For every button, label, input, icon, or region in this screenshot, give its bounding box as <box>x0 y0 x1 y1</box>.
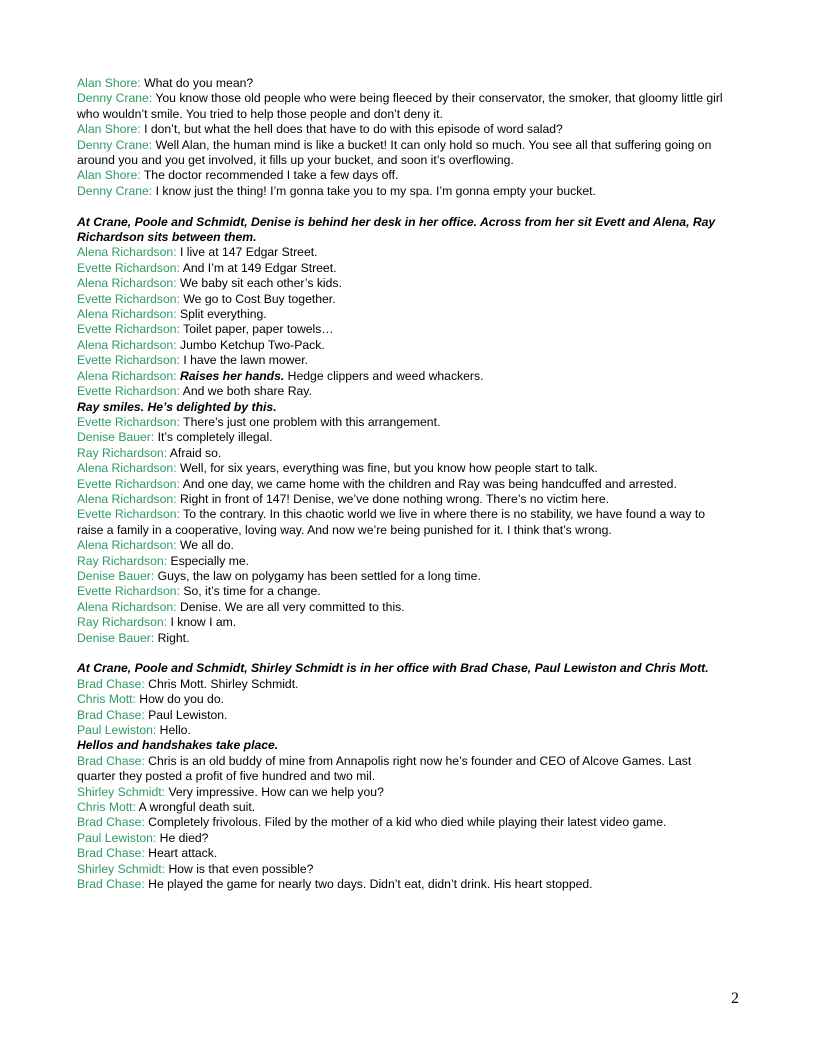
speaker-name: Brad Chase: <box>77 877 145 892</box>
dialogue-line <box>77 322 727 337</box>
speaker-name: Denise Bauer: <box>77 430 155 445</box>
dialogue-text: Split everything. <box>176 307 267 322</box>
dialogue-text: Paul Lewiston. <box>144 707 228 722</box>
stage-direction: Hellos and handshakes take place. <box>77 738 279 753</box>
dialogue-line <box>77 276 727 291</box>
speaker-name: Brad Chase: <box>77 846 145 861</box>
dialogue-line <box>77 815 727 830</box>
speaker-name: Brad Chase: <box>77 676 145 691</box>
dialogue-text: How do you do. <box>135 692 224 707</box>
dialogue-line <box>77 91 727 122</box>
dialogue-line <box>77 831 727 846</box>
speaker-name: Denise Bauer: <box>77 630 155 645</box>
dialogue-line <box>77 692 727 707</box>
dialogue-text: We baby sit each other’s kids. <box>176 276 342 291</box>
speaker-name: Shirley Schmidt: <box>77 784 166 799</box>
speaker-name: Evette Richardson: <box>77 291 180 306</box>
speaker-name: Chris Mott: <box>77 800 136 815</box>
speaker-name: Evette Richardson: <box>77 384 180 399</box>
speaker-name: Alena Richardson: <box>77 337 177 352</box>
speaker-name: Evette Richardson: <box>77 353 180 368</box>
dialogue-line <box>77 168 727 183</box>
speaker-name: Paul Lewiston: <box>77 830 157 845</box>
dialogue-line <box>77 338 727 353</box>
dialogue-line <box>77 492 727 507</box>
dialogue-line <box>77 446 727 461</box>
dialogue-line <box>77 184 727 199</box>
speaker-name: Alena Richardson: <box>77 599 177 614</box>
dialogue-text: Right in front of 147! Denise, we’ve done nothing wrong. There’s no victim here. <box>176 491 610 506</box>
dialogue-text: Hedge clippers and weed whackers. <box>284 368 484 383</box>
dialogue-text: Afraid so. <box>167 445 222 460</box>
dialogue-line <box>77 862 727 877</box>
speaker-name: Alena Richardson: <box>77 307 177 322</box>
dialogue-text: I live at 147 Edgar Street. <box>176 245 318 260</box>
dialogue-line <box>77 554 727 569</box>
speaker-name: Brad Chase: <box>77 753 145 768</box>
dialogue-line <box>77 846 727 861</box>
dialogue-text: I don’t, but what the hell does that have to do with this episode of word salad? <box>140 122 563 137</box>
dialogue-line <box>77 538 727 553</box>
dialogue-text: So, it’s time for a change. <box>179 584 321 599</box>
dialogue-text: He died? <box>156 830 209 845</box>
speaker-name: Alena Richardson: <box>77 368 177 383</box>
dialogue-text: The doctor recommended I take a few days off. <box>140 168 399 183</box>
dialogue-line <box>77 461 727 476</box>
dialogue-text: We all do. <box>176 538 234 553</box>
section-spacer <box>77 646 727 661</box>
speaker-name: Alena Richardson: <box>77 245 177 260</box>
dialogue-text: Completely frivolous. Filed by the mother of a kid who died while playing their latest video game. <box>144 815 667 830</box>
dialogue-line <box>77 353 727 368</box>
dialogue-text: We go to Cost Buy together. <box>179 291 336 306</box>
dialogue-line <box>77 76 727 91</box>
inline-direction: Raises her hands. <box>176 368 285 383</box>
speaker-name: Alena Richardson: <box>77 538 177 553</box>
dialogue-text: It’s completely illegal. <box>154 430 273 445</box>
speaker-name: Evette Richardson: <box>77 260 180 275</box>
dialogue-text: Well Alan, the human mind is like a bucket! It can only hold so much. You see all that suffering going on around you and you get involved, it fills up your bucket, and soon it’s overflowing. <box>77 137 712 168</box>
speaker-name: Ray Richardson: <box>77 553 168 568</box>
script-body <box>77 76 727 893</box>
dialogue-text: I have the lawn mower. <box>179 353 309 368</box>
dialogue-text: Toilet paper, paper towels… <box>179 322 334 337</box>
stage-direction: At Crane, Poole and Schmidt, Shirley Schmidt is in her office with Brad Chase, Paul Lewiston and Chris Mott. <box>77 661 709 676</box>
dialogue-text: And we both share Ray. <box>179 384 312 399</box>
dialogue-text: There’s just one problem with this arrangement. <box>179 414 441 429</box>
dialogue-line <box>77 584 727 599</box>
speaker-name: Shirley Schmidt: <box>77 861 166 876</box>
speaker-name: Denise Bauer: <box>77 568 155 583</box>
dialogue-text: And one day, we came home with the children and Ray was being handcuffed and arrested. <box>179 476 677 491</box>
dialogue-text: Very impressive. How can we help you? <box>165 784 384 799</box>
speaker-name: Paul Lewiston: <box>77 723 157 738</box>
speaker-name: Denny Crane: <box>77 137 153 152</box>
dialogue-line <box>77 754 727 785</box>
dialogue-text: A wrongful death suit. <box>135 800 256 815</box>
dialogue-text: Especially me. <box>167 553 250 568</box>
section-spacer <box>77 199 727 214</box>
dialogue-text: Denise. We are all very committed to this. <box>176 599 405 614</box>
dialogue-line <box>77 507 727 538</box>
stage-direction: Ray smiles. He’s delighted by this. <box>77 399 277 414</box>
dialogue-line <box>77 600 727 615</box>
dialogue-text: Guys, the law on polygamy has been settled for a long time. <box>154 568 481 583</box>
dialogue-text: What do you mean? <box>140 76 254 90</box>
speaker-name: Evette Richardson: <box>77 414 180 429</box>
speaker-name: Alena Richardson: <box>77 276 177 291</box>
dialogue-line <box>77 415 727 430</box>
speaker-name: Brad Chase: <box>77 707 145 722</box>
speaker-name: Evette Richardson: <box>77 584 180 599</box>
dialogue-text: Heart attack. <box>144 846 218 861</box>
dialogue-line <box>77 369 727 384</box>
dialogue-line <box>77 245 727 260</box>
dialogue-text: Well, for six years, everything was fine, but you know how people start to talk. <box>176 461 598 476</box>
dialogue-line <box>77 785 727 800</box>
speaker-name: Denny Crane: <box>77 183 153 198</box>
dialogue-text: You know those old people who were being fleeced by their conservator, the smoker, that gloomy little girl who wouldn’t smile. You tried to help those people and don’t deny it. <box>77 91 723 121</box>
speaker-name: Evette Richardson: <box>77 507 180 522</box>
speaker-name: Alena Richardson: <box>77 461 177 476</box>
speaker-name: Alan Shore: <box>77 168 141 183</box>
dialogue-text: I know just the thing! I’m gonna take you to my spa. I’m gonna empty your bucket. <box>152 183 596 198</box>
dialogue-text: To the contrary. In this chaotic world we live in where there is no stability, we have found a way to raise a family in a cooperative, loving way. And now we’re being punished for it. I think that’s wrong. <box>77 507 705 537</box>
dialogue-text: Chris Mott. Shirley Schmidt. <box>144 676 299 691</box>
speaker-name: Alan Shore: <box>77 76 141 90</box>
dialogue-line <box>77 477 727 492</box>
dialogue-line <box>77 800 727 815</box>
speaker-name: Brad Chase: <box>77 815 145 830</box>
speaker-name: Denny Crane: <box>77 91 153 106</box>
page-number: 2 <box>731 990 739 1007</box>
speaker-name: Ray Richardson: <box>77 445 168 460</box>
dialogue-text: Right. <box>154 630 190 645</box>
dialogue-text: Chris is an old buddy of mine from Annapolis right now he’s founder and CEO of Alcove Games. Last quarter they posted a profit of five hundred and two mil. <box>77 753 692 784</box>
dialogue-line <box>77 631 727 646</box>
speaker-name: Evette Richardson: <box>77 476 180 491</box>
speaker-name: Chris Mott: <box>77 692 136 707</box>
dialogue-line <box>77 430 727 445</box>
dialogue-line <box>77 677 727 692</box>
dialogue-text: And I’m at 149 Edgar Street. <box>179 260 337 275</box>
speaker-name: Alan Shore: <box>77 122 141 137</box>
dialogue-text: Jumbo Ketchup Two-Pack. <box>176 337 325 352</box>
speaker-name: Evette Richardson: <box>77 322 180 337</box>
dialogue-line <box>77 723 727 738</box>
dialogue-text: Hello. <box>156 723 191 738</box>
speaker-name: Alena Richardson: <box>77 491 177 506</box>
dialogue-line <box>77 877 727 892</box>
dialogue-line <box>77 708 727 723</box>
speaker-name: Ray Richardson: <box>77 615 168 630</box>
dialogue-text: I know I am. <box>167 615 237 630</box>
dialogue-line <box>77 384 727 399</box>
dialogue-line <box>77 307 727 322</box>
dialogue-line <box>77 569 727 584</box>
stage-direction: At Crane, Poole and Schmidt, Denise is behind her desk in her office. Across from her sit Evett and Alena, Ray Richardson sits between them. <box>77 214 716 245</box>
dialogue-text: He played the game for nearly two days. Didn’t eat, didn’t drink. His heart stopped. <box>144 877 593 892</box>
dialogue-line <box>77 292 727 307</box>
dialogue-line <box>77 261 727 276</box>
dialogue-text: How is that even possible? <box>165 861 314 876</box>
dialogue-line <box>77 615 727 630</box>
dialogue-line <box>77 138 727 169</box>
dialogue-line <box>77 122 727 137</box>
